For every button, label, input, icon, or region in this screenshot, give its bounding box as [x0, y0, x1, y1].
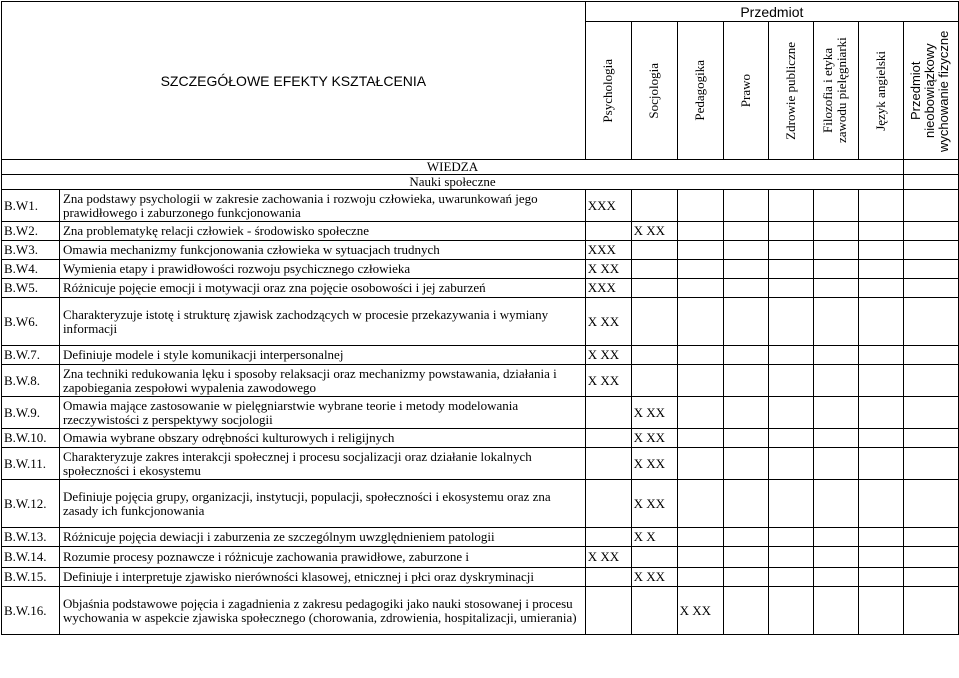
empty-cell	[585, 528, 631, 547]
empty-cell	[677, 346, 723, 365]
subject-mark: XXX	[585, 190, 631, 222]
empty-cell	[903, 587, 958, 635]
empty-cell	[814, 241, 859, 260]
subject-header-wf: Przedmiot nieobowiązkowy wychowanie fizyczne	[903, 22, 958, 160]
empty-cell	[677, 260, 723, 279]
section-nauki-spoleczne: Nauki społeczne	[2, 175, 904, 190]
empty-cell	[769, 568, 814, 587]
subject-mark: X XX	[585, 298, 631, 346]
empty-cell	[631, 346, 677, 365]
subject-mark: X XX	[585, 547, 631, 568]
empty-cell	[814, 568, 859, 587]
subject-header-socjologia: Socjologia	[631, 22, 677, 160]
empty-cell	[723, 587, 769, 635]
subject-mark: X XX	[631, 448, 677, 480]
empty-cell	[677, 568, 723, 587]
table-row	[2, 587, 959, 635]
empty-cell	[903, 260, 958, 279]
empty-cell	[677, 298, 723, 346]
empty-cell	[631, 365, 677, 397]
empty-cell	[859, 260, 904, 279]
empty-cell	[769, 528, 814, 547]
outcome-description: Definiuje pojęcia grupy, organizacji, instytucji, populacji, społeczności i ekosystemu oraz zna zasady ich funkcjonowania	[59, 480, 585, 528]
empty-cell	[723, 241, 769, 260]
table-row	[2, 190, 959, 222]
empty-cell	[723, 480, 769, 528]
empty-cell	[814, 480, 859, 528]
empty-cell	[859, 298, 904, 346]
outcome-code: B.W6.	[2, 298, 60, 346]
empty-cell	[585, 480, 631, 528]
table-row	[2, 222, 959, 241]
empty-cell	[769, 448, 814, 480]
empty-cell	[723, 547, 769, 568]
empty-cell	[677, 222, 723, 241]
subject-header-psychologia: Psychologia	[585, 22, 631, 160]
section-wiedza: WIEDZA	[2, 160, 904, 175]
empty-cell	[585, 429, 631, 448]
subject-header-prawo: Prawo	[723, 22, 769, 160]
table-row	[2, 480, 959, 528]
subject-mark: X X	[631, 528, 677, 547]
outcome-description: Zna problematykę relacji człowiek - środowisko społeczne	[59, 222, 585, 241]
empty-cell	[631, 298, 677, 346]
table-row	[2, 346, 959, 365]
empty-cell	[769, 587, 814, 635]
empty-cell	[723, 222, 769, 241]
blank-cell	[903, 175, 958, 190]
empty-cell	[631, 279, 677, 298]
empty-cell	[631, 241, 677, 260]
outcome-code: B.W.11.	[2, 448, 60, 480]
empty-cell	[814, 448, 859, 480]
outcome-description: Definiuje i interpretuje zjawisko nierówności klasowej, etnicznej i płci oraz dyskryminacji	[59, 568, 585, 587]
empty-cell	[585, 448, 631, 480]
subject-mark: X XX	[631, 222, 677, 241]
empty-cell	[903, 365, 958, 397]
outcome-description: Zna podstawy psychologii w zakresie zachowania i rozwoju człowieka, uwarunkowań jego prawidłowego i zaburzonego funkcjonowania	[59, 190, 585, 222]
empty-cell	[814, 365, 859, 397]
outcome-description: Omawia mechanizmy funkcjonowania człowieka w sytuacjach trudnych	[59, 241, 585, 260]
empty-cell	[903, 222, 958, 241]
outcome-description: Objaśnia podstawowe pojęcia i zagadnienia z zakresu pedagogiki jako nauki stosowanej i procesu wychowania w aspekcie zjawiska społecznego (chorowania, zdrowienia, hospitalizacji, umierania)	[59, 587, 585, 635]
empty-cell	[585, 397, 631, 429]
empty-cell	[859, 528, 904, 547]
empty-cell	[723, 397, 769, 429]
empty-cell	[677, 448, 723, 480]
section-wiedza-row	[2, 160, 959, 175]
outcome-description: Definiuje modele i style komunikacji interpersonalnej	[59, 346, 585, 365]
table-row	[2, 279, 959, 298]
empty-cell	[859, 587, 904, 635]
outcome-description: Omawia mające zastosowanie w pielęgniarstwie wybrane teorie i metody modelowania rzeczywistości z perspektywy socjologii	[59, 397, 585, 429]
empty-cell	[903, 448, 958, 480]
empty-cell	[814, 429, 859, 448]
empty-cell	[585, 222, 631, 241]
outcome-code: B.W.15.	[2, 568, 60, 587]
empty-cell	[814, 397, 859, 429]
outcome-code: B.W.8.	[2, 365, 60, 397]
table-row	[2, 429, 959, 448]
outcome-code: B.W1.	[2, 190, 60, 222]
table-title: SZCZEGÓŁOWE EFEKTY KSZTAŁCENIA	[2, 2, 586, 160]
table-row	[2, 568, 959, 587]
empty-cell	[769, 241, 814, 260]
empty-cell	[769, 260, 814, 279]
subject-mark: X XX	[631, 429, 677, 448]
outcome-code: B.W.13.	[2, 528, 60, 547]
empty-cell	[723, 528, 769, 547]
table-row	[2, 365, 959, 397]
outcome-code: B.W3.	[2, 241, 60, 260]
empty-cell	[859, 279, 904, 298]
outcome-code: B.W.9.	[2, 397, 60, 429]
empty-cell	[903, 397, 958, 429]
subject-mark: X XX	[631, 397, 677, 429]
subject-header-pedagogika: Pedagogika	[677, 22, 723, 160]
outcome-code: B.W.10.	[2, 429, 60, 448]
empty-cell	[769, 547, 814, 568]
outcome-code: B.W.12.	[2, 480, 60, 528]
outcome-description: Omawia wybrane obszary odrębności kulturowych i religijnych	[59, 429, 585, 448]
empty-cell	[903, 298, 958, 346]
empty-cell	[814, 222, 859, 241]
empty-cell	[903, 190, 958, 222]
empty-cell	[723, 429, 769, 448]
empty-cell	[814, 547, 859, 568]
empty-cell	[903, 480, 958, 528]
outcome-description: Wymienia etapy i prawidłowości rozwoju psychicznego człowieka	[59, 260, 585, 279]
empty-cell	[769, 397, 814, 429]
empty-cell	[859, 365, 904, 397]
subject-mark: XXX	[585, 241, 631, 260]
empty-cell	[859, 547, 904, 568]
empty-cell	[677, 241, 723, 260]
subject-mark: X XX	[585, 365, 631, 397]
table-row	[2, 448, 959, 480]
empty-cell	[814, 587, 859, 635]
outcome-code: B.W.14.	[2, 547, 60, 568]
empty-cell	[631, 547, 677, 568]
empty-cell	[631, 260, 677, 279]
empty-cell	[769, 480, 814, 528]
outcome-description: Różnicuje pojęcia dewiacji i zaburzenia ze szczególnym uwzględnieniem patologii	[59, 528, 585, 547]
outcome-code: B.W5.	[2, 279, 60, 298]
empty-cell	[769, 298, 814, 346]
table-row	[2, 397, 959, 429]
empty-cell	[814, 279, 859, 298]
empty-cell	[903, 429, 958, 448]
subject-mark: XXX	[585, 279, 631, 298]
outcome-code: B.W.16.	[2, 587, 60, 635]
empty-cell	[859, 397, 904, 429]
empty-cell	[677, 279, 723, 298]
empty-cell	[903, 346, 958, 365]
empty-cell	[769, 222, 814, 241]
empty-cell	[903, 241, 958, 260]
empty-cell	[631, 587, 677, 635]
empty-cell	[769, 429, 814, 448]
empty-cell	[723, 448, 769, 480]
empty-cell	[769, 279, 814, 298]
empty-cell	[814, 298, 859, 346]
subject-header-zdrowie-publiczne: Zdrowie publiczne	[769, 22, 814, 160]
outcome-code: B.W4.	[2, 260, 60, 279]
empty-cell	[814, 346, 859, 365]
subject-mark: X XX	[631, 568, 677, 587]
table-row	[2, 241, 959, 260]
empty-cell	[859, 448, 904, 480]
empty-cell	[677, 397, 723, 429]
empty-cell	[769, 346, 814, 365]
empty-cell	[677, 365, 723, 397]
empty-cell	[723, 260, 769, 279]
empty-cell	[769, 365, 814, 397]
subject-mark: X XX	[585, 346, 631, 365]
outcome-description: Różnicuje pojęcie emocji i motywacji oraz zna pojęcie osobowości i jej zaburzeń	[59, 279, 585, 298]
subject-group-header: Przedmiot	[585, 2, 958, 22]
empty-cell	[723, 298, 769, 346]
empty-cell	[859, 190, 904, 222]
empty-cell	[903, 547, 958, 568]
empty-cell	[723, 568, 769, 587]
empty-cell	[631, 190, 677, 222]
empty-cell	[859, 241, 904, 260]
empty-cell	[859, 429, 904, 448]
empty-cell	[903, 528, 958, 547]
empty-cell	[769, 190, 814, 222]
empty-cell	[723, 365, 769, 397]
outcome-description: Charakteryzuje istotę i strukturę zjawisk zachodzących w procesie przekazywania i wymiany informacji	[59, 298, 585, 346]
empty-cell	[859, 568, 904, 587]
section-nauki-spoleczne-row	[2, 175, 959, 190]
empty-cell	[859, 222, 904, 241]
table-row	[2, 547, 959, 568]
outcome-description: Zna techniki redukowania lęku i sposoby relaksacji oraz mechanizmy powstawania, działania i zapobiegania zespołowi wypalenia zawodowego	[59, 365, 585, 397]
empty-cell	[723, 346, 769, 365]
empty-cell	[814, 528, 859, 547]
effects-table	[1, 1, 959, 635]
empty-cell	[859, 480, 904, 528]
outcome-description: Rozumie procesy poznawcze i różnicuje zachowania prawidłowe, zaburzone i	[59, 547, 585, 568]
empty-cell	[585, 587, 631, 635]
empty-cell	[677, 480, 723, 528]
table-row	[2, 528, 959, 547]
subject-header-filozofia: Filozofia i etyka zawodu pielęgniarki	[814, 22, 859, 160]
subject-header-jezyk-angielski: Język angielski	[859, 22, 904, 160]
empty-cell	[903, 568, 958, 587]
empty-cell	[677, 528, 723, 547]
subject-mark: X XX	[677, 587, 723, 635]
outcome-description: Charakteryzuje zakres interakcji społecznej i procesu socjalizacji oraz działanie lokalnych społeczności i ekosystemu	[59, 448, 585, 480]
outcome-code: B.W2.	[2, 222, 60, 241]
outcome-code: B.W.7.	[2, 346, 60, 365]
subject-mark: X XX	[585, 260, 631, 279]
subject-mark: X XX	[631, 480, 677, 528]
blank-cell	[903, 160, 958, 175]
empty-cell	[677, 547, 723, 568]
empty-cell	[677, 429, 723, 448]
empty-cell	[903, 279, 958, 298]
table-row	[2, 260, 959, 279]
empty-cell	[723, 279, 769, 298]
empty-cell	[859, 346, 904, 365]
empty-cell	[723, 190, 769, 222]
empty-cell	[814, 190, 859, 222]
empty-cell	[677, 190, 723, 222]
table-row	[2, 298, 959, 346]
empty-cell	[814, 260, 859, 279]
empty-cell	[585, 568, 631, 587]
